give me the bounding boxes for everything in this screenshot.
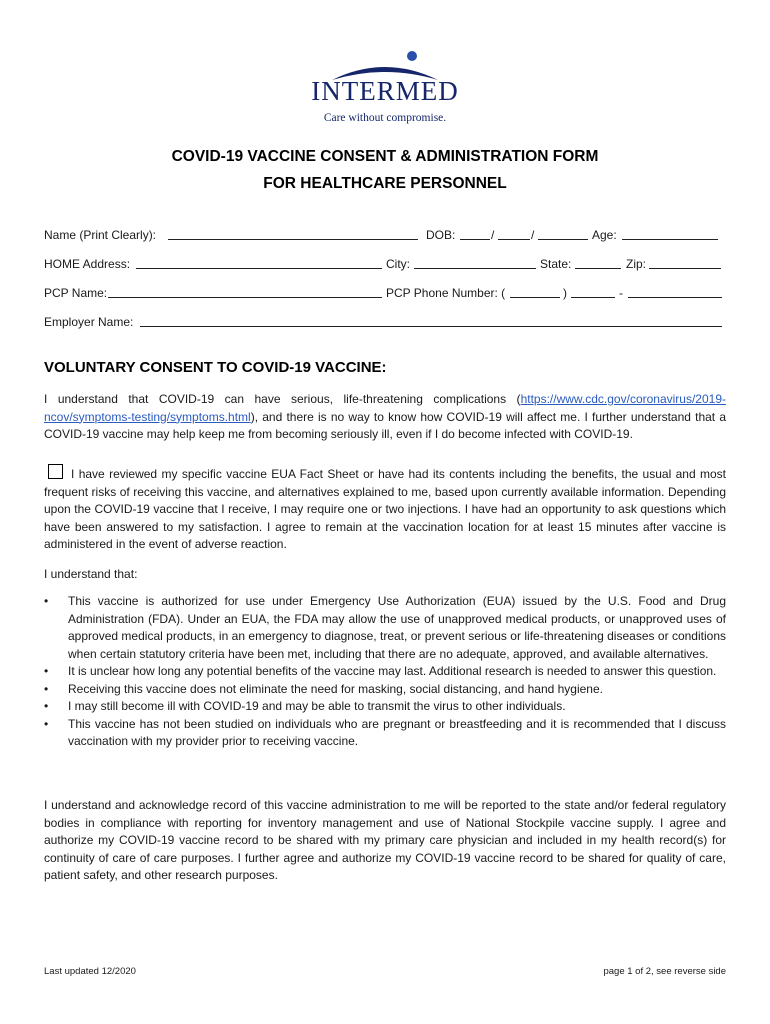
dob-year-field[interactable] bbox=[538, 228, 588, 240]
eua-acknowledge-checkbox[interactable] bbox=[48, 464, 63, 479]
list-item: • Receiving this vaccine does not eliminate the need for masking, social distancing, and hand hygiene. bbox=[44, 681, 726, 699]
age-label: Age: bbox=[592, 228, 617, 242]
cdc-symptoms-link[interactable]: https://www.cdc.gov/coronavirus/2019-ncov/symptoms-testing/symptoms.html bbox=[44, 392, 726, 424]
zip-field[interactable] bbox=[649, 257, 721, 269]
address-label: HOME Address: bbox=[44, 257, 131, 271]
address-field[interactable] bbox=[136, 257, 382, 269]
pcp-label: PCP Name: bbox=[44, 286, 108, 300]
name-label: Name (Print Clearly): bbox=[44, 228, 157, 242]
city-field[interactable] bbox=[414, 257, 536, 269]
state-field[interactable] bbox=[575, 257, 621, 269]
bullet-icon: • bbox=[44, 716, 49, 731]
checkbox-paragraph bbox=[44, 464, 726, 554]
dob-label: DOB: bbox=[426, 228, 456, 242]
list-item: • This vaccine is authorized for use under Emergency Use Authorization (EUA) issued by the U.S. Food and Drug Administration (FDA). Under an EUA, the FDA may allow the use of unapproved medical products, or unapproved uses of approved medical products, in an emergency to diagnose, treat, or prevent serious or life-threatening diseases or conditions when certain statutory criteria have been met, including that there are no adequate, approved, and available alternatives. bbox=[44, 594, 726, 661]
bullet-icon: • bbox=[44, 594, 49, 608]
state-label: State: bbox=[540, 257, 572, 271]
understand-label: I understand that: bbox=[44, 567, 138, 581]
employer-label: Employer Name: bbox=[44, 315, 134, 329]
bullet-icon: • bbox=[44, 699, 49, 713]
dob-day-field[interactable] bbox=[498, 228, 530, 240]
intro-text-before: I understand that COVID-19 can have serious, life-threatening complications ( bbox=[44, 392, 521, 406]
brand-name: INTERMED bbox=[311, 76, 459, 106]
zip-label: Zip: bbox=[626, 257, 647, 271]
intermed-logo bbox=[300, 50, 470, 132]
pcp-phone-line-field[interactable] bbox=[628, 286, 722, 298]
intro-paragraph bbox=[44, 391, 726, 444]
employer-field[interactable] bbox=[140, 315, 722, 327]
dob-month-field[interactable] bbox=[460, 228, 490, 240]
brand-tagline: Care without compromise. bbox=[323, 112, 447, 124]
pcp-phone-label: PCP Phone Number: ( bbox=[386, 286, 506, 300]
form-title-line1: COVID-19 VACCINE CONSENT & ADMINISTRATION FORM bbox=[171, 148, 599, 165]
list-item: • This vaccine has not been studied on individuals who are pregnant or breastfeeding and it is recommended that I discuss vaccination with my provider prior to receiving vaccine. bbox=[44, 716, 726, 748]
acknowledge-paragraph: I understand and acknowledge record of this vaccine administration to me will be reported to the state and/or federal regulatory bodies in compliance with reporting for inventory management and use of National Stockpile vaccine supply. I agree and authorize my COVID-19 vaccine record to be shared with my primary care physician and included in my health record(s) for continuity of care of care purposes. I further agree and authorize my COVID-19 vaccine record to be shared for quality of care, patient safety, and other research purposes. bbox=[44, 798, 726, 882]
city-label: City: bbox=[386, 257, 410, 271]
bullet-icon: • bbox=[44, 664, 49, 678]
consent-heading: VOLUNTARY CONSENT TO COVID-19 VACCINE: bbox=[44, 359, 387, 376]
form-title-line2: FOR HEALTHCARE PERSONNEL bbox=[263, 175, 507, 192]
pcp-name-field[interactable] bbox=[108, 286, 382, 298]
page-number: page 1 of 2, see reverse side bbox=[603, 966, 726, 977]
list-item: • I may still become ill with COVID-19 and may be able to transmit the virus to other individuals. bbox=[44, 698, 726, 716]
last-updated: Last updated 12/2020 bbox=[44, 966, 136, 977]
checkbox-text: I have reviewed my specific vaccine EUA Fact Sheet or have had its contents including the benefits, the usual and most frequent risks of receiving this vaccine, and alternatives explained to me, based upon currently available information. Depending upon the COVID-19 vaccine that I receive, I may require one or two injections. I have had an opportunity to ask questions which have been answered to my satisfaction. I agree to remain at the vaccination location for at least 15 minutes after vaccine is administered in the event of adverse reaction. bbox=[44, 467, 726, 551]
intro-text-after: ), and there is no way to know how COVID-19 will affect me. I further understand that a COVID-19 vaccine may help keep me from becoming seriously ill, even if I do become infected with COVID-19. bbox=[44, 409, 726, 441]
pcp-phone-prefix-field[interactable] bbox=[571, 286, 615, 298]
age-field[interactable] bbox=[622, 228, 718, 240]
bullet-icon: • bbox=[44, 681, 49, 696]
list-item: • It is unclear how long any potential benefits of the vaccine may last. Additional research is needed to answer this question. bbox=[44, 663, 726, 681]
understanding-list bbox=[44, 593, 726, 751]
pcp-area-code-field[interactable] bbox=[510, 286, 560, 298]
name-field[interactable] bbox=[168, 228, 418, 240]
